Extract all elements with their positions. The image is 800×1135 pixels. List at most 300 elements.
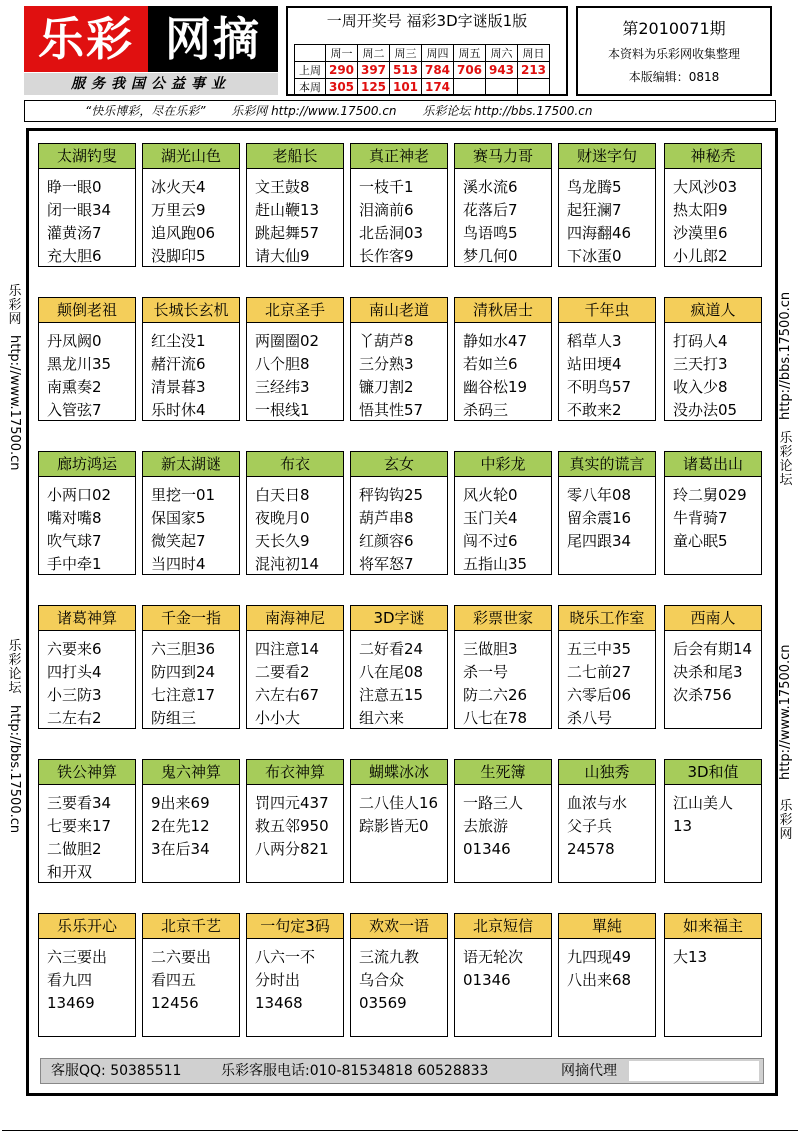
puzzle-line: 葫芦串8: [359, 509, 414, 527]
puzzle-cell-body: [151, 946, 237, 1015]
puzzle-line: 罚四元437: [255, 794, 329, 812]
puzzle-cell-body: [359, 946, 445, 1015]
puzzle-cell: [558, 605, 656, 729]
side-right-url-1[interactable]: http://bbs.17500.cn: [778, 291, 793, 420]
puzzle-line: 一根线1: [255, 401, 310, 419]
source-note: 本资料为乐彩网收集整理: [607, 47, 740, 61]
day-label: 周日: [518, 45, 550, 62]
puzzle-cell-body: [359, 792, 445, 838]
puzzle-line: 玲二舅029: [673, 486, 747, 504]
puzzle-cell-title: 千年虫: [559, 298, 655, 323]
puzzle-line: 热太阳9: [673, 201, 728, 219]
puzzle-line: 零八年08: [567, 486, 632, 504]
puzzle-line: 沙漠里6: [673, 224, 728, 242]
service-phone: 乐彩客服电话:010-81534818 60528833: [221, 1063, 489, 1079]
puzzle-cell-body: [151, 792, 237, 861]
puzzle-cell: [454, 297, 552, 421]
day-label: 周六: [486, 45, 518, 62]
puzzle-line: 三要看34: [47, 794, 112, 812]
puzzle-cell: [142, 297, 240, 421]
puzzle-cell-title: 老船长: [247, 144, 343, 169]
draw-number: [486, 79, 518, 96]
puzzle-cell: [350, 759, 448, 883]
puzzle-cell-title: 赛马力哥: [455, 144, 551, 169]
puzzle-cell-title: 山独秀: [559, 760, 655, 785]
puzzle-line: 小三防3: [47, 686, 102, 704]
day-label: 周四: [422, 45, 454, 62]
puzzle-cell-body: [567, 946, 653, 992]
puzzle-line: 七注意17: [151, 686, 216, 704]
puzzle-cell: [664, 759, 762, 883]
puzzle-line: 白天日8: [255, 486, 310, 504]
puzzle-line: 去旅游: [463, 817, 509, 835]
puzzle-line: 三分熟3: [359, 355, 414, 373]
puzzle-cell-body: [359, 176, 445, 268]
puzzle-line: 八出来68: [567, 971, 632, 989]
puzzle-cell-body: [151, 176, 237, 268]
puzzle-line: 吹气球7: [47, 532, 102, 550]
puzzle-line: 注意五15: [359, 686, 424, 704]
draw-number: 174: [422, 79, 454, 96]
puzzle-cell-title: 太湖钓叟: [39, 144, 135, 169]
puzzle-cell: [454, 451, 552, 575]
day-label: 周五: [454, 45, 486, 62]
puzzle-line: 五指山35: [463, 555, 528, 573]
puzzle-cell-title: 西南人: [665, 606, 761, 631]
puzzle-line: 踪影皆无0: [359, 817, 429, 835]
row-label: 上周: [295, 62, 326, 79]
puzzle-line: 长作客9: [359, 247, 414, 265]
puzzle-line: 手中牵1: [47, 555, 102, 573]
puzzle-line: 溪水流6: [463, 178, 518, 196]
puzzle-cell-body: [47, 638, 133, 730]
puzzle-cell-title: 真正神老: [351, 144, 447, 169]
puzzle-line: 小两口02: [47, 486, 112, 504]
puzzle-cell: [246, 451, 344, 575]
puzzle-line: 六左右67: [255, 686, 320, 704]
puzzle-line: 泪滴前6: [359, 201, 414, 219]
puzzle-cell: [38, 913, 136, 1037]
puzzle-line: 二要看2: [255, 663, 310, 681]
puzzle-line: 当四时4: [151, 555, 206, 573]
puzzle-line: 01346: [463, 971, 511, 989]
day-label: 周二: [358, 45, 390, 62]
puzzle-cell: [350, 913, 448, 1037]
puzzle-line: 没办法05: [673, 401, 738, 419]
draw-number: 125: [358, 79, 390, 96]
puzzle-cell: [38, 297, 136, 421]
logo-red-text: 乐彩: [24, 6, 148, 72]
puzzle-cell-body: [673, 946, 759, 969]
puzzle-line: 夜晚月0: [255, 509, 310, 527]
puzzle-line: 看九四: [47, 971, 93, 989]
puzzle-cell-body: [673, 330, 759, 422]
logo: [24, 6, 278, 72]
puzzle-line: 二八佳人16: [359, 794, 439, 812]
puzzle-line: 稻草人3: [567, 332, 622, 350]
puzzle-line: 13: [673, 817, 693, 835]
puzzle-cell: [246, 143, 344, 267]
puzzle-cell: [664, 297, 762, 421]
puzzle-line: 文王鼓8: [255, 178, 310, 196]
puzzle-line: 牛背骑7: [673, 509, 728, 527]
side-left-url-2[interactable]: http://bbs.17500.cn: [7, 705, 22, 834]
puzzle-line: 八六一不: [255, 948, 316, 966]
puzzle-cell-title: 南山老道: [351, 298, 447, 323]
puzzle-cell-body: [47, 176, 133, 268]
puzzle-line: 救五邻950: [255, 817, 329, 835]
puzzle-line: 小儿郎2: [673, 247, 728, 265]
puzzle-line: 八在尾08: [359, 663, 424, 681]
puzzle-line: 13468: [255, 994, 303, 1012]
side-right-url-2[interactable]: http://www.17500.cn: [778, 644, 793, 780]
puzzle-cell: [558, 913, 656, 1037]
puzzle-cell: [558, 759, 656, 883]
puzzle-line: 丹凤阙0: [47, 332, 102, 350]
puzzle-cell: [142, 759, 240, 883]
puzzle-cell: [454, 605, 552, 729]
draw-number: 213: [518, 62, 550, 79]
puzzle-cell: [142, 451, 240, 575]
puzzle-line: 三经纬3: [255, 378, 310, 396]
puzzle-line: 和开双: [47, 863, 93, 881]
puzzle-line: 不明鸟57: [567, 378, 632, 396]
puzzle-line: 混沌初14: [255, 555, 320, 573]
puzzle-line: 静如水47: [463, 332, 528, 350]
puzzle-cell-title: 新太湖谜: [143, 452, 239, 477]
puzzle-line: 六三胆36: [151, 640, 216, 658]
puzzle-cell-body: [567, 176, 653, 268]
puzzle-line: 梦几何0: [463, 247, 518, 265]
puzzle-line: 小小大: [255, 709, 301, 727]
banner-forum-link[interactable]: 乐彩论坛 http://bbs.17500.cn: [422, 104, 593, 118]
puzzle-cell-body: [463, 946, 549, 992]
puzzle-line: 嘴对嘴8: [47, 509, 102, 527]
period-box: [576, 6, 772, 96]
draw-number: [454, 79, 486, 96]
puzzle-cell-title: 晓乐工作室: [559, 606, 655, 631]
puzzle-line: 闭一眼34: [47, 201, 112, 219]
agent-label: 网摘代理: [561, 1063, 617, 1079]
puzzle-line: 2在先12: [151, 817, 210, 835]
puzzle-line: 父子兵: [567, 817, 613, 835]
puzzle-line: 一枝千1: [359, 178, 414, 196]
week-header-row: [295, 45, 550, 62]
draw-number: 397: [358, 62, 390, 79]
puzzle-cell: [38, 451, 136, 575]
puzzle-line: 充大胆6: [47, 247, 102, 265]
puzzle-line: 9出来69: [151, 794, 210, 812]
puzzle-line: 追风跑06: [151, 224, 216, 242]
last-week-row: [295, 62, 550, 79]
puzzle-cell-body: [255, 638, 341, 730]
puzzle-cell-title: 布衣神算: [247, 760, 343, 785]
puzzle-line: 微笑起7: [151, 532, 206, 550]
puzzle-cell: [350, 605, 448, 729]
editor-note: 本版编辑：0818: [628, 70, 720, 84]
puzzle-cell-body: [673, 176, 759, 268]
puzzle-line: 幽谷松19: [463, 378, 528, 396]
puzzle-line: 13469: [47, 994, 95, 1012]
week-table: [294, 44, 550, 96]
side-left-url-1[interactable]: http://www.17500.cn: [7, 335, 22, 471]
puzzle-line: 秤钩钩25: [359, 486, 424, 504]
puzzle-line: 入管弦7: [47, 401, 102, 419]
puzzle-cell-title: 3D字谜: [351, 606, 447, 631]
puzzle-cell-body: [567, 638, 653, 730]
puzzle-cell: [142, 605, 240, 729]
puzzle-cell: [142, 143, 240, 267]
puzzle-cell-title: 布衣: [247, 452, 343, 477]
puzzle-line: 四注意14: [255, 640, 320, 658]
puzzle-cell: [246, 913, 344, 1037]
puzzle-line: 六三要出: [47, 948, 108, 966]
puzzle-line: 南熏奏2: [47, 378, 102, 396]
puzzle-line: 24578: [567, 840, 615, 858]
puzzle-cell-title: 玄女: [351, 452, 447, 477]
puzzle-line: 看四五: [151, 971, 197, 989]
puzzle-line: 不敢来2: [567, 401, 622, 419]
puzzle-line: 跳起舞57: [255, 224, 320, 242]
puzzle-cell: [558, 451, 656, 575]
puzzle-line: 六要来6: [47, 640, 102, 658]
puzzle-line: 分时出: [255, 971, 301, 989]
puzzle-cell: [454, 913, 552, 1037]
puzzle-cell: [246, 297, 344, 421]
puzzle-cell: [350, 451, 448, 575]
puzzle-cell-body: [47, 484, 133, 576]
puzzle-line: 二好看24: [359, 640, 424, 658]
day-label: 周三: [390, 45, 422, 62]
puzzle-cell: [350, 297, 448, 421]
puzzle-line: 冰火天4: [151, 178, 206, 196]
puzzle-cell-body: [47, 946, 133, 1015]
puzzle-line: 丫葫芦8: [359, 332, 414, 350]
puzzle-cell-title: 诸葛神算: [39, 606, 135, 631]
puzzle-line: 留余震16: [567, 509, 632, 527]
puzzle-line: 清景暮3: [151, 378, 206, 396]
puzzle-cell-body: [151, 638, 237, 730]
puzzle-cell: [38, 605, 136, 729]
puzzle-cell-title: 长城长玄机: [143, 298, 239, 323]
puzzle-line: 三流九教: [359, 948, 420, 966]
puzzle-cell: [558, 143, 656, 267]
puzzle-cell: [350, 143, 448, 267]
puzzle-line: 二七前27: [567, 663, 632, 681]
puzzle-cell: [664, 451, 762, 575]
puzzle-cell-body: [463, 176, 549, 268]
puzzle-line: 尾四跟34: [567, 532, 632, 550]
puzzle-line: 保国家5: [151, 509, 206, 527]
puzzle-line: 两圈圈02: [255, 332, 320, 350]
puzzle-line: 防四到24: [151, 663, 216, 681]
puzzle-line: 大风沙03: [673, 178, 738, 196]
puzzle-line: 黑龙川35: [47, 355, 112, 373]
draw-number: 784: [422, 62, 454, 79]
day-label: 周一: [326, 45, 358, 62]
puzzle-line: 五三中35: [567, 640, 632, 658]
puzzle-cell-title: 神秘秃: [665, 144, 761, 169]
puzzle-line: 北岳洞03: [359, 224, 424, 242]
agent-blank: [629, 1061, 759, 1081]
puzzle-line: 一路三人: [463, 794, 524, 812]
puzzle-line: 镰刀割2: [359, 378, 414, 396]
puzzle-cell-body: [359, 638, 445, 730]
puzzle-cell-title: 北京圣手: [247, 298, 343, 323]
this-week-row: [295, 79, 550, 96]
puzzle-line: 花落后7: [463, 201, 518, 219]
puzzle-line: 若如兰6: [463, 355, 518, 373]
draw-number: 513: [390, 62, 422, 79]
puzzle-cell-title: 鬼六神算: [143, 760, 239, 785]
puzzle-cell-title: 單純: [559, 914, 655, 939]
service-qq: 客服QQ: 50385511: [51, 1063, 182, 1079]
puzzle-cell: [246, 759, 344, 883]
puzzle-cell-body: [463, 330, 549, 422]
puzzle-line: 灌黄汤7: [47, 224, 102, 242]
puzzle-line: 次杀756: [673, 686, 732, 704]
puzzle-line: 乌合众: [359, 971, 405, 989]
puzzle-line: 站田埂4: [567, 355, 622, 373]
puzzle-cell-title: 蝴蝶冰冰: [351, 760, 447, 785]
puzzle-cell-body: [567, 330, 653, 422]
puzzle-cell: [142, 913, 240, 1037]
issue-title: 一周开奖号 福彩3D字谜版1版: [326, 12, 528, 30]
puzzle-line: 悟其性57: [359, 401, 424, 419]
puzzle-line: 血浓与水: [567, 794, 628, 812]
puzzle-cell-title: 湖光山色: [143, 144, 239, 169]
puzzle-cell-body: [463, 638, 549, 730]
draw-number: 290: [326, 62, 358, 79]
puzzle-line: 二左右2: [47, 709, 102, 727]
puzzle-line: 12456: [151, 994, 199, 1012]
puzzle-cell-title: 南海神尼: [247, 606, 343, 631]
puzzle-line: 天长久9: [255, 532, 310, 550]
puzzle-cell-body: [673, 638, 759, 707]
puzzle-cell-title: 财迷字句: [559, 144, 655, 169]
puzzle-line: 防组三: [151, 709, 197, 727]
puzzle-cell-body: [567, 484, 653, 553]
puzzle-cell-body: [255, 176, 341, 268]
side-left-name-2: 乐彩论坛: [8, 639, 22, 696]
puzzle-line: 二做胆2: [47, 840, 102, 858]
puzzle-line: 风火轮0: [463, 486, 518, 504]
puzzle-cell-title: 诸葛出山: [665, 452, 761, 477]
puzzle-line: 下冰蛋0: [567, 247, 622, 265]
puzzle-cell: [558, 297, 656, 421]
puzzle-line: 收入少8: [673, 378, 728, 396]
puzzle-line: 红尘没1: [151, 332, 206, 350]
puzzle-cell-body: [673, 484, 759, 553]
draw-number: [518, 79, 550, 96]
puzzle-cell-title: 北京千艺: [143, 914, 239, 939]
puzzle-line: 01346: [463, 840, 511, 858]
puzzle-line: 打码人4: [673, 332, 728, 350]
puzzle-cell-title: 疯道人: [665, 298, 761, 323]
puzzle-line: 三做胆3: [463, 640, 518, 658]
puzzle-cell-title: 廊坊鸿运: [39, 452, 135, 477]
puzzle-line: 童心眠5: [673, 532, 728, 550]
puzzle-line: 闯不过6: [463, 532, 518, 550]
puzzle-line: 杀八号: [567, 709, 613, 727]
puzzle-line: 后会有期14: [673, 640, 753, 658]
puzzle-cell-body: [359, 330, 445, 422]
puzzle-line: 03569: [359, 994, 407, 1012]
puzzle-line: 四海翻46: [567, 224, 632, 242]
puzzle-cell-body: [673, 792, 759, 838]
puzzle-cell-title: 清秋居士: [455, 298, 551, 323]
puzzle-cell-body: [567, 792, 653, 861]
puzzle-line: 里挖一01: [151, 486, 216, 504]
top-banner: [24, 100, 776, 122]
puzzle-cell-title: 真实的谎言: [559, 452, 655, 477]
side-left-name-1: 乐彩网: [8, 284, 22, 327]
banner-site-link[interactable]: 乐彩网 http://www.17500.cn: [231, 104, 397, 118]
puzzle-line: 江山美人: [673, 794, 734, 812]
puzzle-line: 三天打3: [673, 355, 728, 373]
puzzle-line: 语无轮次: [463, 948, 524, 966]
puzzle-line: 八七在78: [463, 709, 528, 727]
corner-cell: [295, 45, 326, 62]
footer-bar: [40, 1058, 764, 1084]
puzzle-cell-body: [255, 330, 341, 422]
puzzle-cell-title: 生死簿: [455, 760, 551, 785]
puzzle-cell-body: [255, 946, 341, 1015]
puzzle-cell: [664, 143, 762, 267]
puzzle-line: 红颜容6: [359, 532, 414, 550]
puzzle-line: 六零后06: [567, 686, 632, 704]
puzzle-line: 杀码三: [463, 401, 509, 419]
puzzle-line: 防二六26: [463, 686, 528, 704]
side-right-name-2: 乐彩网: [779, 799, 793, 842]
puzzle-cell: [38, 143, 136, 267]
puzzle-cell: [454, 759, 552, 883]
puzzle-line: 赭汗流6: [151, 355, 206, 373]
puzzle-cell-body: [151, 484, 237, 576]
puzzle-line: 赶山鞭13: [255, 201, 320, 219]
puzzle-line: 四打头4: [47, 663, 102, 681]
puzzle-cell-body: [47, 792, 133, 884]
puzzle-cell-body: [463, 484, 549, 576]
puzzle-cell-title: 彩票世家: [455, 606, 551, 631]
puzzle-cell: [664, 605, 762, 729]
puzzle-cell-title: 一句定3码: [247, 914, 343, 939]
logo-black-text: 网摘: [165, 12, 261, 66]
banner-slogan: “快乐博彩，尽在乐彩”: [85, 104, 206, 118]
puzzle-line: 请大仙9: [255, 247, 310, 265]
puzzle-line: 九四现49: [567, 948, 632, 966]
puzzle-line: 二六要出: [151, 948, 212, 966]
puzzle-line: 万里云9: [151, 201, 206, 219]
period-number: 第2010071期: [622, 19, 726, 38]
puzzle-line: 七要来17: [47, 817, 112, 835]
puzzle-line: 乐时休4: [151, 401, 206, 419]
draw-number: 101: [390, 79, 422, 96]
puzzle-line: 玉门关4: [463, 509, 518, 527]
puzzle-cell: [454, 143, 552, 267]
puzzle-line: 八两分821: [255, 840, 329, 858]
puzzle-line: 起狂澜7: [567, 201, 622, 219]
puzzle-cell-title: 欢欢一语: [351, 914, 447, 939]
puzzle-cell-title: 乐乐开心: [39, 914, 135, 939]
puzzle-cell-body: [463, 792, 549, 861]
puzzle-cell-body: [359, 484, 445, 576]
issue-box: [286, 6, 568, 96]
puzzle-cell: [246, 605, 344, 729]
slogan: 服务我国公益事业: [24, 73, 278, 95]
puzzle-cell-title: 3D和值: [665, 760, 761, 785]
puzzle-line: 睁一眼0: [47, 178, 102, 196]
